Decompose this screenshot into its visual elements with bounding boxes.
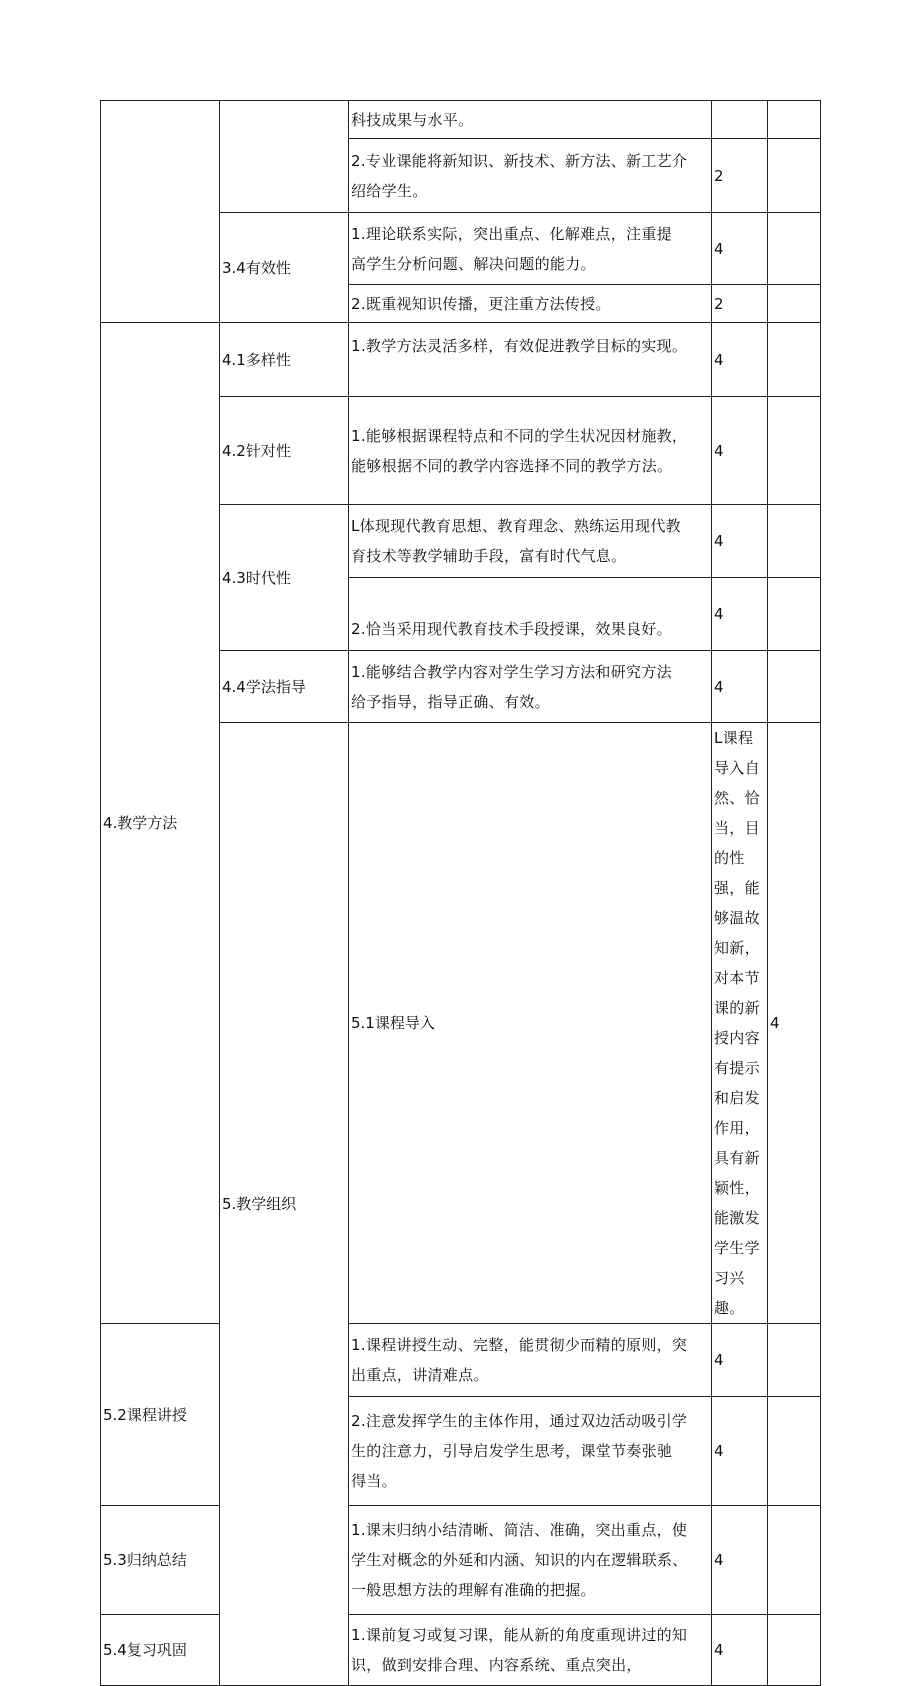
criteria-line: 1.能够结合教学内容对学生学习方法和研究方法 [351,662,672,681]
table-row [101,1615,821,1686]
criteria-line: 1.理论联系实际，突出重点、化解难点，注重提 [351,224,672,243]
rating-cell [768,578,821,651]
score-cell: 4 [712,323,768,397]
criteria-line: 1.课末归纳小结清晰、简洁、准确，突出重点，使 [351,1521,688,1539]
subcategory-cell: 4.3时代性 [220,505,349,651]
criteria-line: 2.注意发挥学生的主体作用，通过双边活动吸引学 [351,1412,688,1430]
criteria-line: 绍给学生。 [351,181,428,200]
rating-cell [768,1397,821,1506]
score-cell: 4 [712,1615,768,1686]
criteria-line: 育技术等教学辅助手段，富有时代气息。 [351,547,627,565]
table-row [101,1324,821,1397]
criteria-line: 高学生分析问题、解决问题的能力。 [351,254,596,273]
rating-cell [768,397,821,505]
rating-cell [768,285,821,323]
subcategory-cell: 5.2课程讲授 [101,1324,220,1506]
criteria-line: 1.课前复习或复习课，能从新的角度重现讲过的知 [351,1626,688,1644]
subcategory-cell [220,101,349,213]
subcategory-cell: 4.4学法指导 [220,651,349,723]
criteria-line: 1.能够根据课程特点和不同的学生状况因材施教， [351,426,688,445]
criteria-line: 科技成果与水平。 [351,110,474,129]
criteria-line: 对本节课的新授内容有提示和启发作用，具有新 [714,969,760,1167]
subcategory-cell: 5.4复习巩固 [101,1615,220,1686]
criteria-line: L课程导入自然、恰当，目的性强，能够温故知新， [714,729,760,957]
rating-cell [768,651,821,723]
criteria-line: 颖性，能激发学生学习兴趣。 [714,1179,760,1317]
score-cell: 4 [712,1506,768,1615]
criteria-cell [349,651,712,723]
criteria-cell [349,1397,712,1506]
criteria-cell [349,213,712,285]
criteria-line: 得当。 [351,1472,397,1490]
criteria-cell [349,1615,712,1686]
criteria-line: 一般思想方法的理解有准确的把握。 [351,1581,596,1599]
subcategory-cell: 4.2针对性 [220,397,349,505]
criteria-line: 2.既重视知识传播，更注重方法传授。 [351,294,611,313]
subcategory-cell: 4.1多样性 [220,323,349,397]
rating-cell [768,1506,821,1615]
table-row [101,101,821,139]
criteria-cell [349,505,712,578]
criteria-line: 给予指导，指导正确、有效。 [351,692,550,711]
rating-cell [768,1324,821,1397]
criteria-line: 生的注意力，引导启发学生思考，课堂节奏张驰 [351,1442,673,1460]
criteria-line: 2.恰当采用现代教育技术手段授课，效果良好。 [351,620,672,638]
criteria-line: L体现现代教育思想、教育理念、熟练运用现代教 [351,517,681,535]
score-cell: 4 [712,651,768,723]
criteria-line: 学生对概念的外延和内涵、知识的内在逻辑联系、 [351,1551,688,1569]
rating-cell [768,101,821,139]
category-cell: 4.教学方法 [101,323,220,1324]
rating-cell [768,505,821,578]
score-cell: 2 [712,285,768,323]
category-cell [101,101,220,323]
rating-cell [768,139,821,213]
criteria-line: 出重点，讲清难点。 [351,1366,489,1384]
criteria-cell [349,101,712,139]
criteria-line: 1.课程讲授生动、完整，能贯彻少而精的原则，突 [351,1336,688,1354]
subcategory-cell: 5.1课程导入 [349,723,712,1324]
criteria-cell [349,323,712,397]
evaluation-table [100,100,821,1686]
rating-cell [768,1615,821,1686]
subcategory-cell: 3.4有效性 [220,213,349,323]
criteria-cell [349,1324,712,1397]
table-row [101,323,821,397]
rating-cell [768,323,821,397]
criteria-line: 能够根据不同的教学内容选择不同的教学方法。 [351,456,673,475]
score-cell: 4 [712,1397,768,1506]
criteria-line: 1.教学方法灵活多样，有效促进教学目标的实现。 [351,337,688,355]
category-cell: 5.教学组织 [220,723,349,1686]
score-cell: 4 [712,1324,768,1397]
score-cell: 4 [712,397,768,505]
criteria-cell [349,578,712,651]
score-cell: 4 [768,723,821,1324]
score-cell: 2 [712,139,768,213]
criteria-line: 识，做到安排合理、内容系统、重点突出， [351,1656,642,1674]
criteria-cell [349,1506,712,1615]
score-cell: 4 [712,213,768,285]
criteria-cell [712,723,768,1324]
score-cell: 4 [712,505,768,578]
criteria-cell [349,139,712,213]
score-cell: 4 [712,578,768,651]
subcategory-cell: 5.3归纳总结 [101,1506,220,1615]
rating-cell [768,213,821,285]
table-row [101,1506,821,1615]
criteria-line: 2.专业课能将新知识、新技术、新方法、新工艺介 [351,151,688,170]
score-cell [712,101,768,139]
criteria-cell [349,285,712,323]
criteria-cell [349,397,712,505]
